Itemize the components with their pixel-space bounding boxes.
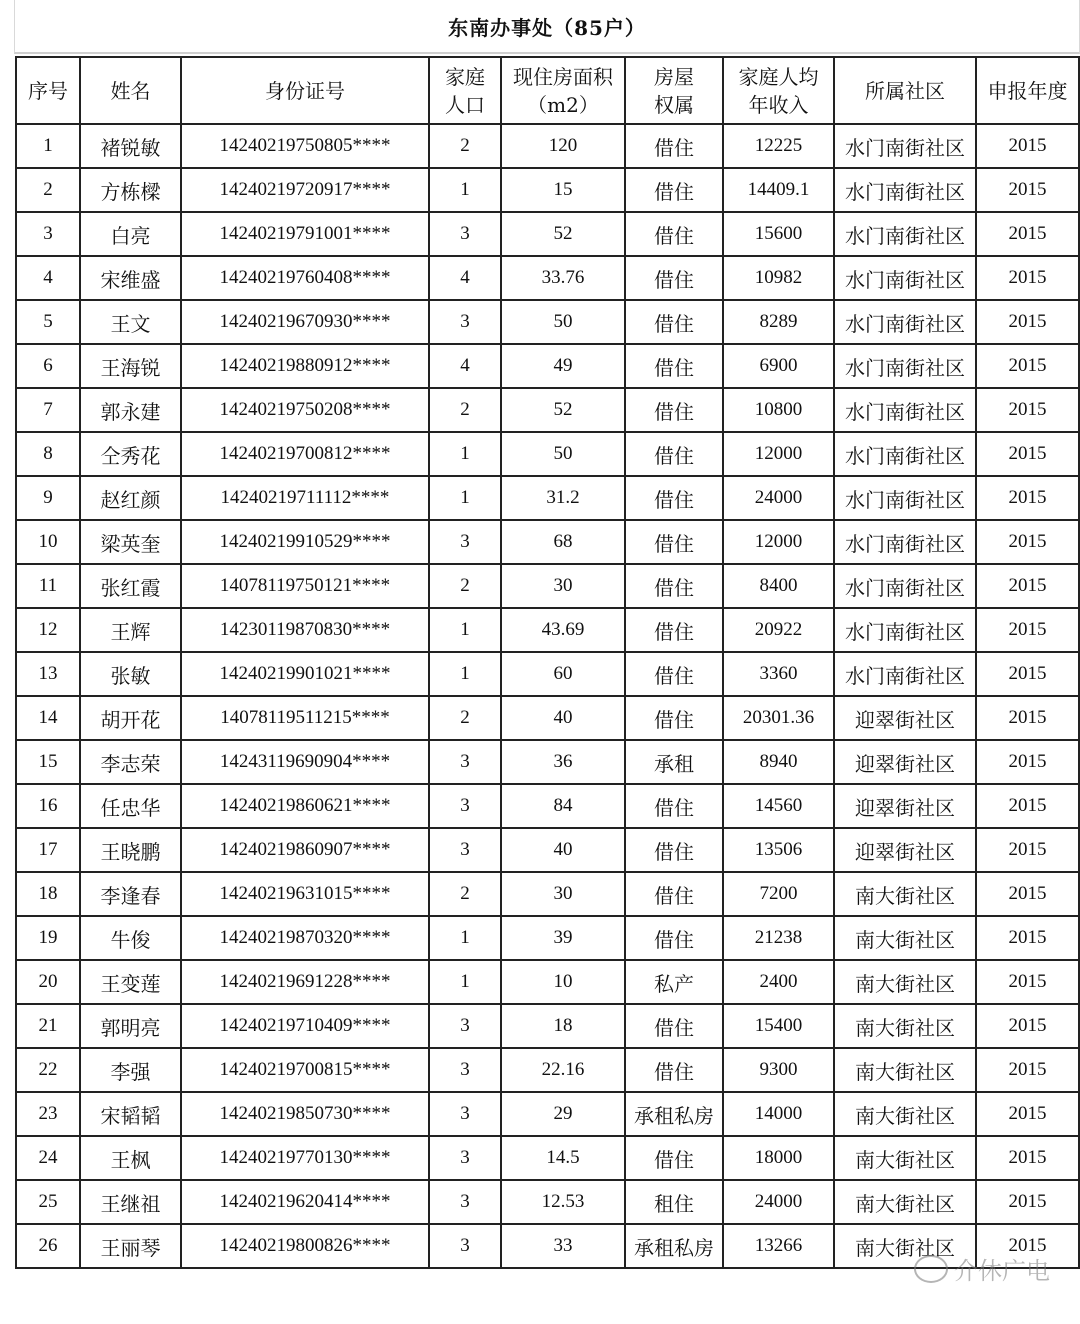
cell-community: 南大街社区 [834, 960, 976, 1004]
cell-family-size: 3 [429, 1136, 501, 1180]
cell-name: 牛俊 [80, 916, 181, 960]
cell-id: 14240219750805**** [181, 124, 429, 168]
cell-community: 南大街社区 [834, 1004, 976, 1048]
cell-year: 2015 [976, 300, 1079, 344]
header-row [16, 57, 1079, 124]
cell-ownership: 借住 [625, 828, 723, 872]
cell-community: 水门南街社区 [834, 256, 976, 300]
cell-income: 15600 [723, 212, 834, 256]
cell-community: 南大街社区 [834, 1092, 976, 1136]
cell-name: 宋韬韬 [80, 1092, 181, 1136]
cell-community: 迎翠街社区 [834, 696, 976, 740]
cell-income: 8400 [723, 564, 834, 608]
cell-family-size: 1 [429, 916, 501, 960]
cell-name: 王枫 [80, 1136, 181, 1180]
cell-id: 14240219750208**** [181, 388, 429, 432]
cell-ownership: 借住 [625, 1136, 723, 1180]
cell-year: 2015 [976, 564, 1079, 608]
cell-family-size: 3 [429, 1092, 501, 1136]
cell-community: 迎翠街社区 [834, 828, 976, 872]
cell-index: 4 [16, 256, 80, 300]
table-row [16, 564, 1079, 608]
cell-index: 14 [16, 696, 80, 740]
cell-name: 王晓鹏 [80, 828, 181, 872]
cell-id: 14240219880912**** [181, 344, 429, 388]
cell-family-size: 3 [429, 740, 501, 784]
cell-family-size: 1 [429, 608, 501, 652]
cell-ownership: 借住 [625, 168, 723, 212]
cell-year: 2015 [976, 168, 1079, 212]
watermark [914, 1251, 1050, 1286]
cell-index: 6 [16, 344, 80, 388]
cell-ownership: 借住 [625, 256, 723, 300]
cell-ownership: 私产 [625, 960, 723, 1004]
cell-id: 14230119870830**** [181, 608, 429, 652]
cell-ownership: 借住 [625, 476, 723, 520]
cell-community: 水门南街社区 [834, 608, 976, 652]
cell-community: 水门南街社区 [834, 388, 976, 432]
cell-ownership: 借住 [625, 652, 723, 696]
cell-area: 40 [501, 828, 625, 872]
cell-income: 13506 [723, 828, 834, 872]
table-row [16, 1004, 1079, 1048]
cell-ownership: 借住 [625, 608, 723, 652]
cell-ownership: 承租私房 [625, 1224, 723, 1268]
table-row [16, 608, 1079, 652]
cell-income: 12000 [723, 432, 834, 476]
cell-income: 2400 [723, 960, 834, 1004]
cell-name: 李志荣 [80, 740, 181, 784]
cell-community: 水门南街社区 [834, 652, 976, 696]
cell-area: 12.53 [501, 1180, 625, 1224]
header-id: 身份证号 [181, 57, 429, 124]
cell-year: 2015 [976, 124, 1079, 168]
cell-income: 8289 [723, 300, 834, 344]
cell-id: 14240219670930**** [181, 300, 429, 344]
cell-year: 2015 [976, 960, 1079, 1004]
cell-id: 14240219700815**** [181, 1048, 429, 1092]
cell-income: 20922 [723, 608, 834, 652]
cell-area: 52 [501, 212, 625, 256]
cell-name: 宋维盛 [80, 256, 181, 300]
cell-name: 赵红颜 [80, 476, 181, 520]
cell-id: 14240219901021**** [181, 652, 429, 696]
cell-ownership: 借住 [625, 520, 723, 564]
cell-family-size: 2 [429, 388, 501, 432]
cell-ownership: 借住 [625, 212, 723, 256]
cell-area: 18 [501, 1004, 625, 1048]
cell-community: 水门南街社区 [834, 520, 976, 564]
cell-community: 水门南街社区 [834, 168, 976, 212]
cell-income: 14560 [723, 784, 834, 828]
cell-community: 南大街社区 [834, 1180, 976, 1224]
cell-community: 南大街社区 [834, 916, 976, 960]
cell-community: 水门南街社区 [834, 432, 976, 476]
cell-year: 2015 [976, 784, 1079, 828]
cell-family-size: 1 [429, 652, 501, 696]
cell-id: 14240219760408**** [181, 256, 429, 300]
cell-year: 2015 [976, 1048, 1079, 1092]
header-family-size: 家庭 人口 [429, 57, 501, 124]
cell-name: 白亮 [80, 212, 181, 256]
header-income: 家庭人均 年收入 [723, 57, 834, 124]
table-row [16, 212, 1079, 256]
cell-family-size: 3 [429, 520, 501, 564]
cell-family-size: 2 [429, 124, 501, 168]
cell-index: 2 [16, 168, 80, 212]
cell-index: 21 [16, 1004, 80, 1048]
cell-id: 14240219770130**** [181, 1136, 429, 1180]
cell-id: 14240219860621**** [181, 784, 429, 828]
cell-id: 14243119690904**** [181, 740, 429, 784]
cell-name: 郭明亮 [80, 1004, 181, 1048]
table-row [16, 344, 1079, 388]
cell-family-size: 4 [429, 344, 501, 388]
wechat-icon [914, 1255, 948, 1283]
table-row [16, 872, 1079, 916]
cell-index: 22 [16, 1048, 80, 1092]
cell-area: 36 [501, 740, 625, 784]
cell-id: 14078119750121**** [181, 564, 429, 608]
cell-id: 14240219691228**** [181, 960, 429, 1004]
table-row [16, 432, 1079, 476]
cell-id: 14240219870320**** [181, 916, 429, 960]
cell-year: 2015 [976, 476, 1079, 520]
cell-year: 2015 [976, 344, 1079, 388]
cell-income: 14409.1 [723, 168, 834, 212]
cell-area: 30 [501, 564, 625, 608]
cell-family-size: 2 [429, 564, 501, 608]
table-row [16, 168, 1079, 212]
cell-index: 16 [16, 784, 80, 828]
cell-year: 2015 [976, 608, 1079, 652]
cell-year: 2015 [976, 256, 1079, 300]
cell-name: 王海锐 [80, 344, 181, 388]
cell-area: 30 [501, 872, 625, 916]
cell-name: 王变莲 [80, 960, 181, 1004]
cell-family-size: 3 [429, 1224, 501, 1268]
cell-name: 李强 [80, 1048, 181, 1092]
cell-area: 49 [501, 344, 625, 388]
cell-year: 2015 [976, 388, 1079, 432]
cell-index: 19 [16, 916, 80, 960]
table-row [16, 740, 1079, 784]
cell-income: 8940 [723, 740, 834, 784]
cell-community: 迎翠街社区 [834, 784, 976, 828]
cell-area: 33.76 [501, 256, 625, 300]
cell-year: 2015 [976, 828, 1079, 872]
cell-income: 20301.36 [723, 696, 834, 740]
cell-year: 2015 [976, 1136, 1079, 1180]
cell-income: 24000 [723, 476, 834, 520]
cell-family-size: 3 [429, 784, 501, 828]
cell-area: 31.2 [501, 476, 625, 520]
cell-income: 14000 [723, 1092, 834, 1136]
cell-index: 15 [16, 740, 80, 784]
cell-family-size: 3 [429, 1180, 501, 1224]
cell-name: 梁英奎 [80, 520, 181, 564]
cell-year: 2015 [976, 1180, 1079, 1224]
cell-id: 14240219791001**** [181, 212, 429, 256]
cell-community: 南大街社区 [834, 1224, 976, 1268]
cell-index: 12 [16, 608, 80, 652]
cell-name: 王辉 [80, 608, 181, 652]
cell-ownership: 承租 [625, 740, 723, 784]
cell-name: 褚锐敏 [80, 124, 181, 168]
cell-family-size: 4 [429, 256, 501, 300]
cell-area: 14.5 [501, 1136, 625, 1180]
table-row [16, 960, 1079, 1004]
cell-community: 水门南街社区 [834, 564, 976, 608]
cell-area: 43.69 [501, 608, 625, 652]
cell-year: 2015 [976, 1004, 1079, 1048]
cell-index: 13 [16, 652, 80, 696]
cell-area: 68 [501, 520, 625, 564]
cell-name: 张红霞 [80, 564, 181, 608]
cell-name: 胡开花 [80, 696, 181, 740]
cell-community: 水门南街社区 [834, 124, 976, 168]
cell-area: 40 [501, 696, 625, 740]
cell-ownership: 承租私房 [625, 1092, 723, 1136]
cell-index: 7 [16, 388, 80, 432]
cell-index: 20 [16, 960, 80, 1004]
cell-area: 60 [501, 652, 625, 696]
cell-ownership: 借住 [625, 696, 723, 740]
cell-ownership: 借住 [625, 1048, 723, 1092]
cell-year: 2015 [976, 1092, 1079, 1136]
cell-id: 14240219850730**** [181, 1092, 429, 1136]
cell-id: 14240219631015**** [181, 872, 429, 916]
cell-area: 15 [501, 168, 625, 212]
cell-income: 18000 [723, 1136, 834, 1180]
cell-index: 8 [16, 432, 80, 476]
table-row [16, 1136, 1079, 1180]
cell-id: 14240219711112**** [181, 476, 429, 520]
cell-ownership: 借住 [625, 564, 723, 608]
table-row [16, 916, 1079, 960]
cell-family-size: 2 [429, 696, 501, 740]
cell-index: 1 [16, 124, 80, 168]
header-year: 申报年度 [976, 57, 1079, 124]
cell-income: 15400 [723, 1004, 834, 1048]
cell-index: 25 [16, 1180, 80, 1224]
cell-community: 水门南街社区 [834, 476, 976, 520]
cell-income: 21238 [723, 916, 834, 960]
cell-area: 39 [501, 916, 625, 960]
cell-community: 迎翠街社区 [834, 740, 976, 784]
cell-index: 24 [16, 1136, 80, 1180]
cell-index: 5 [16, 300, 80, 344]
cell-area: 120 [501, 124, 625, 168]
cell-ownership: 借住 [625, 1004, 723, 1048]
cell-id: 14078119511215**** [181, 696, 429, 740]
cell-name: 王文 [80, 300, 181, 344]
cell-community: 南大街社区 [834, 1048, 976, 1092]
cell-ownership: 借住 [625, 300, 723, 344]
cell-income: 3360 [723, 652, 834, 696]
cell-id: 14240219860907**** [181, 828, 429, 872]
cell-year: 2015 [976, 872, 1079, 916]
cell-ownership: 借住 [625, 916, 723, 960]
watermark-text: 介休广电 [954, 1257, 1050, 1285]
header-name: 姓名 [80, 57, 181, 124]
cell-id: 14240219620414**** [181, 1180, 429, 1224]
cell-name: 王继祖 [80, 1180, 181, 1224]
cell-year: 2015 [976, 212, 1079, 256]
cell-family-size: 3 [429, 1004, 501, 1048]
cell-index: 23 [16, 1092, 80, 1136]
cell-id: 14240219720917**** [181, 168, 429, 212]
cell-index: 11 [16, 564, 80, 608]
cell-income: 10982 [723, 256, 834, 300]
cell-family-size: 1 [429, 476, 501, 520]
cell-name: 方栋樑 [80, 168, 181, 212]
title-bar [14, 0, 1080, 54]
table-row [16, 696, 1079, 740]
cell-name: 任忠华 [80, 784, 181, 828]
cell-ownership: 借住 [625, 872, 723, 916]
cell-area: 10 [501, 960, 625, 1004]
cell-year: 2015 [976, 916, 1079, 960]
cell-income: 12000 [723, 520, 834, 564]
cell-name: 郭永建 [80, 388, 181, 432]
table-row [16, 784, 1079, 828]
cell-name: 王丽琴 [80, 1224, 181, 1268]
table-row [16, 256, 1079, 300]
cell-family-size: 1 [429, 168, 501, 212]
cell-name: 李逢春 [80, 872, 181, 916]
cell-id: 14240219800826**** [181, 1224, 429, 1268]
table-row [16, 652, 1079, 696]
cell-community: 南大街社区 [834, 872, 976, 916]
cell-family-size: 1 [429, 432, 501, 476]
cell-ownership: 借住 [625, 388, 723, 432]
cell-ownership: 借住 [625, 432, 723, 476]
table-row [16, 300, 1079, 344]
cell-community: 水门南街社区 [834, 344, 976, 388]
cell-area: 50 [501, 300, 625, 344]
cell-income: 7200 [723, 872, 834, 916]
cell-family-size: 3 [429, 212, 501, 256]
header-ownership: 房屋 权属 [625, 57, 723, 124]
cell-id: 14240219910529**** [181, 520, 429, 564]
cell-year: 2015 [976, 696, 1079, 740]
cell-family-size: 3 [429, 1048, 501, 1092]
cell-index: 18 [16, 872, 80, 916]
cell-ownership: 借住 [625, 784, 723, 828]
cell-family-size: 2 [429, 872, 501, 916]
cell-income: 13266 [723, 1224, 834, 1268]
header-community: 所属社区 [834, 57, 976, 124]
cell-index: 10 [16, 520, 80, 564]
page-title: 东南办事处（85户） [448, 15, 646, 40]
household-table [15, 56, 1080, 1269]
cell-family-size: 3 [429, 300, 501, 344]
table-body [16, 124, 1079, 1268]
cell-ownership: 借住 [625, 124, 723, 168]
table-row [16, 388, 1079, 432]
cell-index: 9 [16, 476, 80, 520]
cell-name: 张敏 [80, 652, 181, 696]
cell-index: 3 [16, 212, 80, 256]
table-row [16, 476, 1079, 520]
cell-year: 2015 [976, 432, 1079, 476]
cell-income: 9300 [723, 1048, 834, 1092]
cell-community: 南大街社区 [834, 1136, 976, 1180]
cell-id: 14240219700812**** [181, 432, 429, 476]
cell-id: 14240219710409**** [181, 1004, 429, 1048]
cell-year: 2015 [976, 652, 1079, 696]
cell-name: 仝秀花 [80, 432, 181, 476]
header-index: 序号 [16, 57, 80, 124]
cell-area: 52 [501, 388, 625, 432]
cell-year: 2015 [976, 740, 1079, 784]
table-row [16, 828, 1079, 872]
cell-community: 水门南街社区 [834, 300, 976, 344]
table-row [16, 1092, 1079, 1136]
table-row [16, 520, 1079, 564]
cell-index: 17 [16, 828, 80, 872]
cell-ownership: 租住 [625, 1180, 723, 1224]
cell-area: 22.16 [501, 1048, 625, 1092]
cell-year: 2015 [976, 1224, 1079, 1268]
table-row [16, 124, 1079, 168]
cell-income: 12225 [723, 124, 834, 168]
cell-area: 50 [501, 432, 625, 476]
cell-income: 6900 [723, 344, 834, 388]
header-area: 现住房面积 （m2） [501, 57, 625, 124]
cell-community: 水门南街社区 [834, 212, 976, 256]
cell-area: 84 [501, 784, 625, 828]
cell-income: 10800 [723, 388, 834, 432]
cell-family-size: 3 [429, 828, 501, 872]
cell-family-size: 1 [429, 960, 501, 1004]
cell-area: 29 [501, 1092, 625, 1136]
cell-ownership: 借住 [625, 344, 723, 388]
cell-income: 24000 [723, 1180, 834, 1224]
table-row [16, 1180, 1079, 1224]
cell-index: 26 [16, 1224, 80, 1268]
table-row [16, 1048, 1079, 1092]
cell-area: 33 [501, 1224, 625, 1268]
cell-year: 2015 [976, 520, 1079, 564]
